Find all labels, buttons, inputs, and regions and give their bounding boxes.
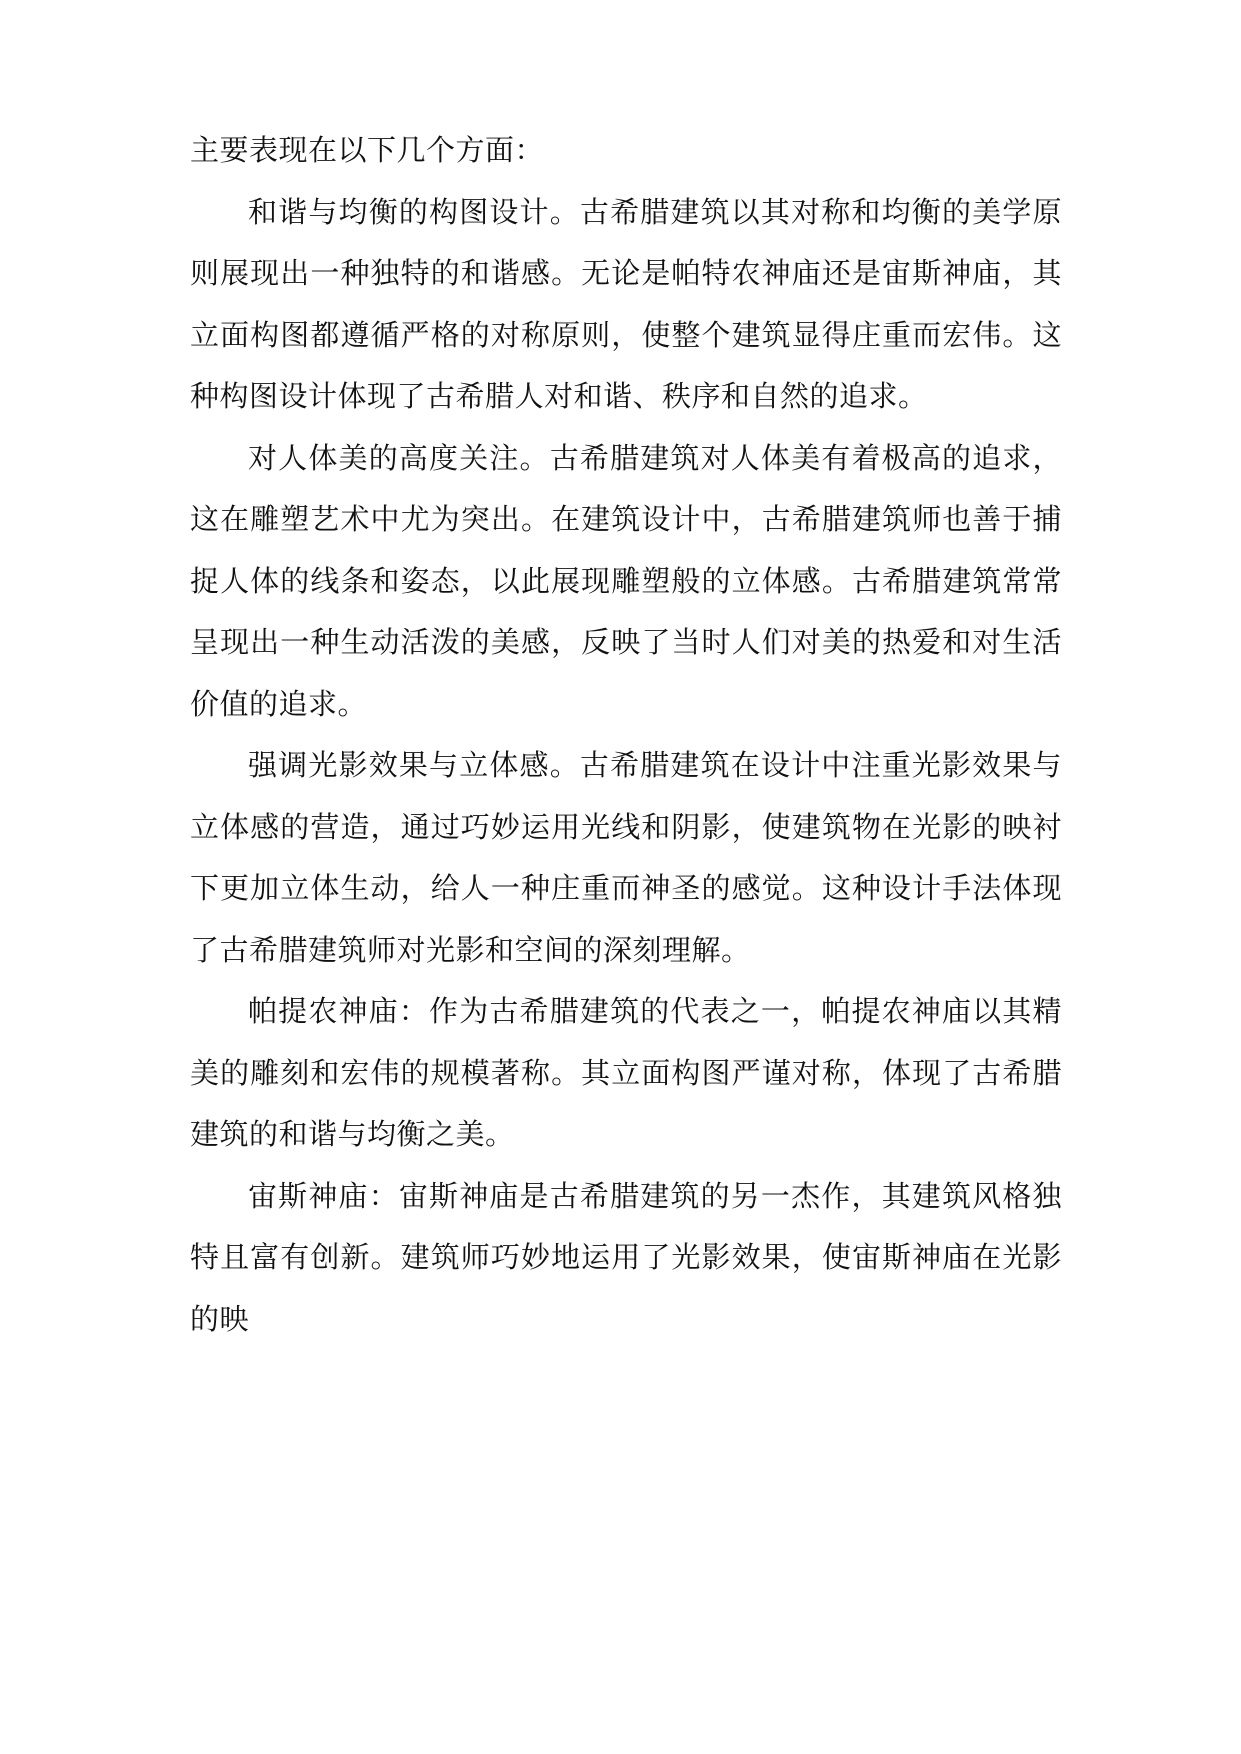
- paragraph-harmony-balance: 和谐与均衡的构图设计。古希腊建筑以其对称和均衡的美学原则展现出一种独特的和谐感。无论是帕特农神庙还是宙斯神庙，其立面构图都遵循严格的对称原则，使整个建筑显得庄重而宏伟。这种构图设计体现了古希腊人对和谐、秩序和自然的追求。: [190, 194, 1062, 413]
- paragraph-temple-of-zeus: 宙斯神庙：宙斯神庙是古希腊建筑的另一杰作，其建筑风格独特且富有创新。建筑师巧妙地运用了光影效果，使宙斯神庙在光影的映: [190, 1178, 1062, 1336]
- paragraph-intro: 主要表现在以下几个方面：: [190, 133, 545, 167]
- paragraph-parthenon: 帕提农神庙：作为古希腊建筑的代表之一，帕提农神庙以其精美的雕刻和宏伟的规模著称。其立面构图严谨对称，体现了古希腊建筑的和谐与均衡之美。: [190, 994, 1062, 1151]
- paragraph-light-shadow: 强调光影效果与立体感。古希腊建筑在设计中注重光影效果与立体感的营造，通过巧妙运用光线和阴影，使建筑物在光影的映衬下更加立体生动，给人一种庄重而神圣的感觉。这种设计手法体现了古希腊建筑师对光影和空间的深刻理解。: [190, 748, 1062, 967]
- body-text: [190, 120, 1062, 1350]
- paragraph-human-beauty: 对人体美的高度关注。古希腊建筑对人体美有着极高的追求，这在雕塑艺术中尤为突出。在建筑设计中，古希腊建筑师也善于捕捉人体的线条和姿态，以此展现雕塑般的立体感。古希腊建筑常常呈现出一种生动活泼的美感，反映了当时人们对美的热爱和对生活价值的追求。: [190, 440, 1062, 721]
